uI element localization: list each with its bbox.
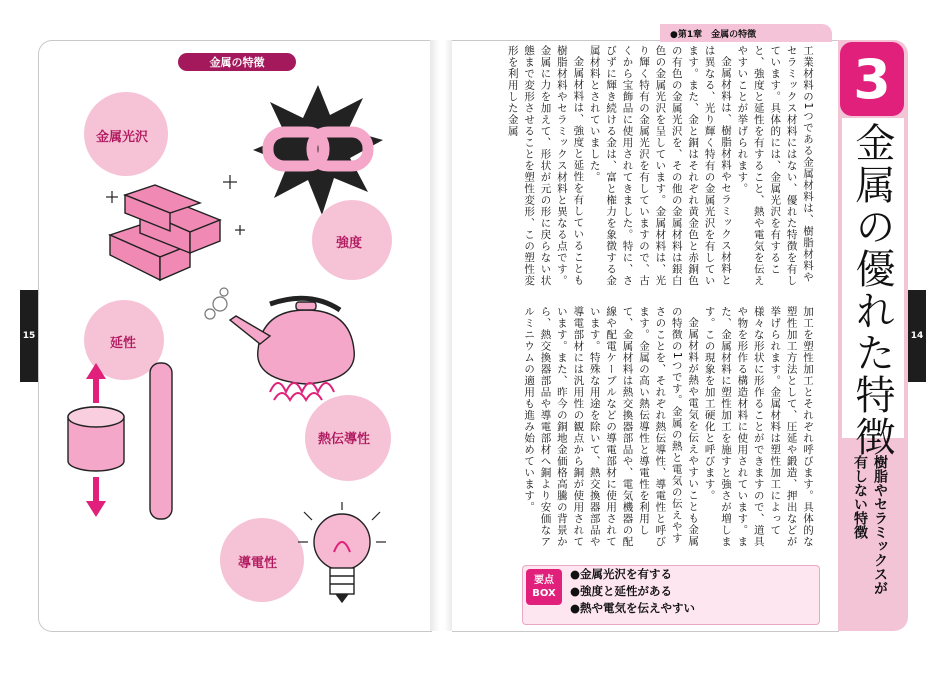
list-item: ●強度と延性がある <box>570 584 673 598</box>
chapter-number: 3 <box>840 42 904 116</box>
label-luster: 金属光沢 <box>96 130 149 145</box>
paragraph: 金属材料は、樹脂材料やセラミックス材料とは異なる、光り輝く特有の金属光沢を有しています。また、金と銅はそれぞれ黄金色と赤銅色の有色の金属光沢を、その他の金属材料は銀白色の金属光沢を呈しています。金属材料は、光り輝く特有の金属光沢を有していますので、古くから宝飾品に使用されてきました。特に、さびずに輝き続ける金は、富と権力を象徴する金属材料とされていました。 <box>588 45 732 287</box>
summary-list <box>570 566 695 617</box>
light-bulb-icon <box>292 500 392 620</box>
section-label: 金属の特徴 <box>178 53 296 71</box>
paragraph: 加工を塑性加工とそれぞれ呼びます。具体的な塑性加工方法として、圧延や鍛造、押出などが挙げられます。金属材料は塑性加工によって様々な形状に形作ることができますので、道具や物を形作る構造材料に使用されています。また、金属材料に塑性加工を施すと強さが増します。この現象を加工硬化と呼びます。 <box>703 306 814 548</box>
gold-ingots-icon <box>100 155 250 295</box>
list-item: ●熱や電気を伝えやすい <box>570 601 696 615</box>
badge-line1: 要点 <box>534 575 554 586</box>
book-spine <box>430 40 454 631</box>
chain-link-icon <box>248 80 388 220</box>
body-text-top <box>500 45 816 290</box>
page-number-right: 14 <box>908 290 926 382</box>
page-title: 金属の優れた特徴 <box>849 122 895 458</box>
paragraph: 金属材料が熱や電気を伝えやすいことも金属の特徴の1つです。金属の熱と電気の伝えやすさのことを、それぞれ熱伝導性、導電性と呼びます。金属の高い熱伝導性と導電性を利用して、金属材料は熱交換器部品や、電気機器の配線や配電ケーブルなどの導電部材に使用されています。特殊な用途を除いて、熱交換器部品や導電部材には汎用性の観点から銅が使用されています。また、昨今の銅地金価格高騰の背景から、熱交換器部品や導電部材へ銅より安価なアルミニウムの適用も進み始めています。 <box>523 306 700 548</box>
page-number-left: 15 <box>20 290 38 382</box>
list-item: ●金属光沢を有する <box>570 567 673 581</box>
paragraph: 工業材料の1つである金属材料は、樹脂材料やセラミックス材料にはない、優れた特徴を有しています。具体的には、金属光沢を有すること、強度と延性を有すること、熱や電気を伝えやすいことが挙げられます。 <box>736 45 814 287</box>
label-conductivity: 導電性 <box>238 556 278 571</box>
label-thermal: 熱伝導性 <box>318 432 371 447</box>
summary-badge <box>526 569 562 605</box>
label-ductility: 延性 <box>110 336 137 351</box>
body-text-bottom <box>500 306 816 552</box>
badge-line2: BOX <box>532 588 556 599</box>
chapter-header: ●第1章 金属の特徴 <box>660 24 832 42</box>
label-strength: 強度 <box>336 236 363 251</box>
page-subtitle: 樹脂やセラミックスが有しない特徴 <box>852 455 888 595</box>
paragraph: 金属材料は、強度と延性を有していることも樹脂材料やセラミックス材料と異なる点です。金属に力を加えて、形状が元の形に戻らない状態まで変形させることを塑性変形、この塑性変形を利用した金属 <box>506 45 585 287</box>
stretched-metal-icon <box>58 355 188 525</box>
